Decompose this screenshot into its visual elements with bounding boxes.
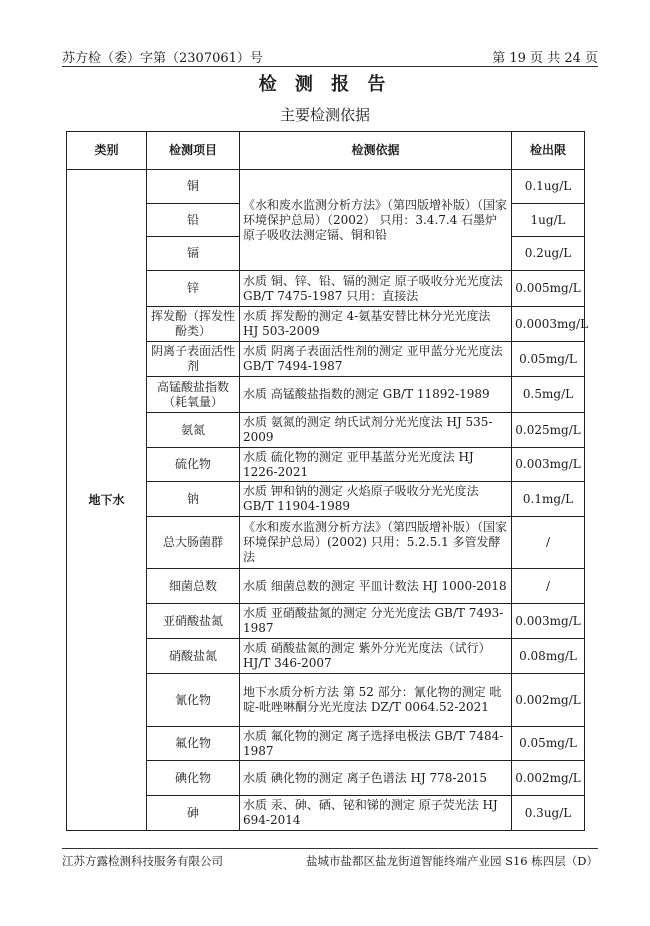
method-cell: 水质 汞、砷、硒、铋和锑的测定 原子荧光法 HJ 694-2014 <box>240 796 512 831</box>
method-cell: 《水和废水监测分析方法》（第四版增补版）（国家环境保护总局）(2002) 只用：5.2.5.1 多管发酵法 <box>240 517 512 569</box>
limit-cell: 0.1mg/L <box>512 482 585 517</box>
limit-cell: 0.002mg/L <box>512 674 585 727</box>
item-cell: 总大肠菌群 <box>147 517 240 569</box>
limit-cell: 0.08mg/L <box>512 639 585 674</box>
limit-cell: 0.005mg/L <box>512 271 585 307</box>
limit-cell: 0.05mg/L <box>512 342 585 377</box>
limit-cell: / <box>512 517 585 569</box>
company-address: 盐城市盐都区盐龙街道智能终端产业园 S16 栋四层（D） <box>305 854 598 868</box>
table-row <box>67 170 585 204</box>
limit-cell: / <box>512 569 585 604</box>
document-subtitle: 主要检测依据 <box>279 106 370 124</box>
header-category: 类别 <box>67 132 147 170</box>
limit-cell: 0.1ug/L <box>512 170 585 204</box>
method-cell: 水质 挥发酚的测定 4-氨基安替比林分光光度法 HJ 503-2009 <box>240 307 512 342</box>
limit-cell: 0.5mg/L <box>512 377 585 413</box>
header-divider <box>62 66 598 67</box>
limit-cell: 0.2ug/L <box>512 237 585 271</box>
method-cell: 水质 高锰酸盐指数的测定 GB/T 11892-1989 <box>240 377 512 413</box>
method-cell: 水质 氨氮的测定 纳氏试剂分光光度法 HJ 535-2009 <box>240 413 512 448</box>
method-cell: 水质 细菌总数的测定 平皿计数法 HJ 1000-2018 <box>240 569 512 604</box>
item-cell: 铅 <box>147 204 240 237</box>
item-cell: 高锰酸盐指数（耗氧量） <box>147 377 240 413</box>
method-cell: 水质 氟化物的测定 离子选择电极法 GB/T 7484-1987 <box>240 727 512 761</box>
method-cell: 地下水质分析方法 第 52 部分：氰化物的测定 吡啶-吡唑啉酮分光光度法 DZ/T 0064.52-2021 <box>240 674 512 727</box>
method-cell: 水质 亚硝酸盐氮的测定 分光光度法 GB/T 7493-1987 <box>240 604 512 639</box>
item-cell: 硝酸盐氮 <box>147 639 240 674</box>
item-cell: 挥发酚（挥发性酚类） <box>147 307 240 342</box>
limit-cell: 0.0003mg/L <box>512 307 585 342</box>
method-cell: 《水和废水监测分析方法》（第四版增补版）（国家环境保护总局）（2002） 只用：3.4.7.4 石墨炉原子吸收法测定镉、铜和铅 <box>240 170 512 271</box>
limit-cell: 0.05mg/L <box>512 727 585 761</box>
item-cell: 亚硝酸盐氮 <box>147 604 240 639</box>
header-limit: 检出限 <box>512 132 585 170</box>
limit-cell: 0.025mg/L <box>512 413 585 448</box>
item-cell: 阴离子表面活性剂 <box>147 342 240 377</box>
header-method: 检测依据 <box>240 132 512 170</box>
method-cell: 水质 钾和钠的测定 火焰原子吸收分光光度法 GB/T 11904-1989 <box>240 482 512 517</box>
item-cell: 铜 <box>147 170 240 204</box>
item-cell: 氰化物 <box>147 674 240 727</box>
report-number: 苏方检（委）字第（2307061）号 <box>62 51 263 66</box>
footer-divider <box>62 848 598 849</box>
document-title: 检 测 报 告 <box>258 74 392 95</box>
testing-basis-table <box>66 131 589 831</box>
limit-cell: 0.003mg/L <box>512 604 585 639</box>
page-info: 第 19 页 共 24 页 <box>492 51 598 66</box>
limit-cell: 0.3ug/L <box>512 796 585 831</box>
method-cell: 水质 硝酸盐氮的测定 紫外分光光度法（试行） HJ/T 346-2007 <box>240 639 512 674</box>
limit-cell: 0.003mg/L <box>512 448 585 482</box>
item-cell: 氟化物 <box>147 727 240 761</box>
item-cell: 锌 <box>147 271 240 307</box>
method-cell: 水质 碘化物的测定 离子色谱法 HJ 778-2015 <box>240 761 512 796</box>
item-cell: 镉 <box>147 237 240 271</box>
method-cell: 水质 阴离子表面活性剂的测定 亚甲蓝分光光度法 GB/T 7494-1987 <box>240 342 512 377</box>
item-cell: 细菌总数 <box>147 569 240 604</box>
company-name: 江苏方露检测科技服务有限公司 <box>62 854 223 868</box>
method-cell: 水质 硫化物的测定 亚甲基蓝分光光度法 HJ 1226-2021 <box>240 448 512 482</box>
table-header-row <box>67 132 585 170</box>
item-cell: 钠 <box>147 482 240 517</box>
item-cell: 氨氮 <box>147 413 240 448</box>
header-item: 检测项目 <box>147 132 240 170</box>
limit-cell: 1ug/L <box>512 204 585 237</box>
item-cell: 碘化物 <box>147 761 240 796</box>
limit-cell: 0.002mg/L <box>512 761 585 796</box>
category-cell: 地下水 <box>67 170 147 831</box>
method-cell: 水质 铜、锌、铅、镉的测定 原子吸收分光光度法 GB/T 7475-1987 只用：直接法 <box>240 271 512 307</box>
item-cell: 硫化物 <box>147 448 240 482</box>
item-cell: 砷 <box>147 796 240 831</box>
